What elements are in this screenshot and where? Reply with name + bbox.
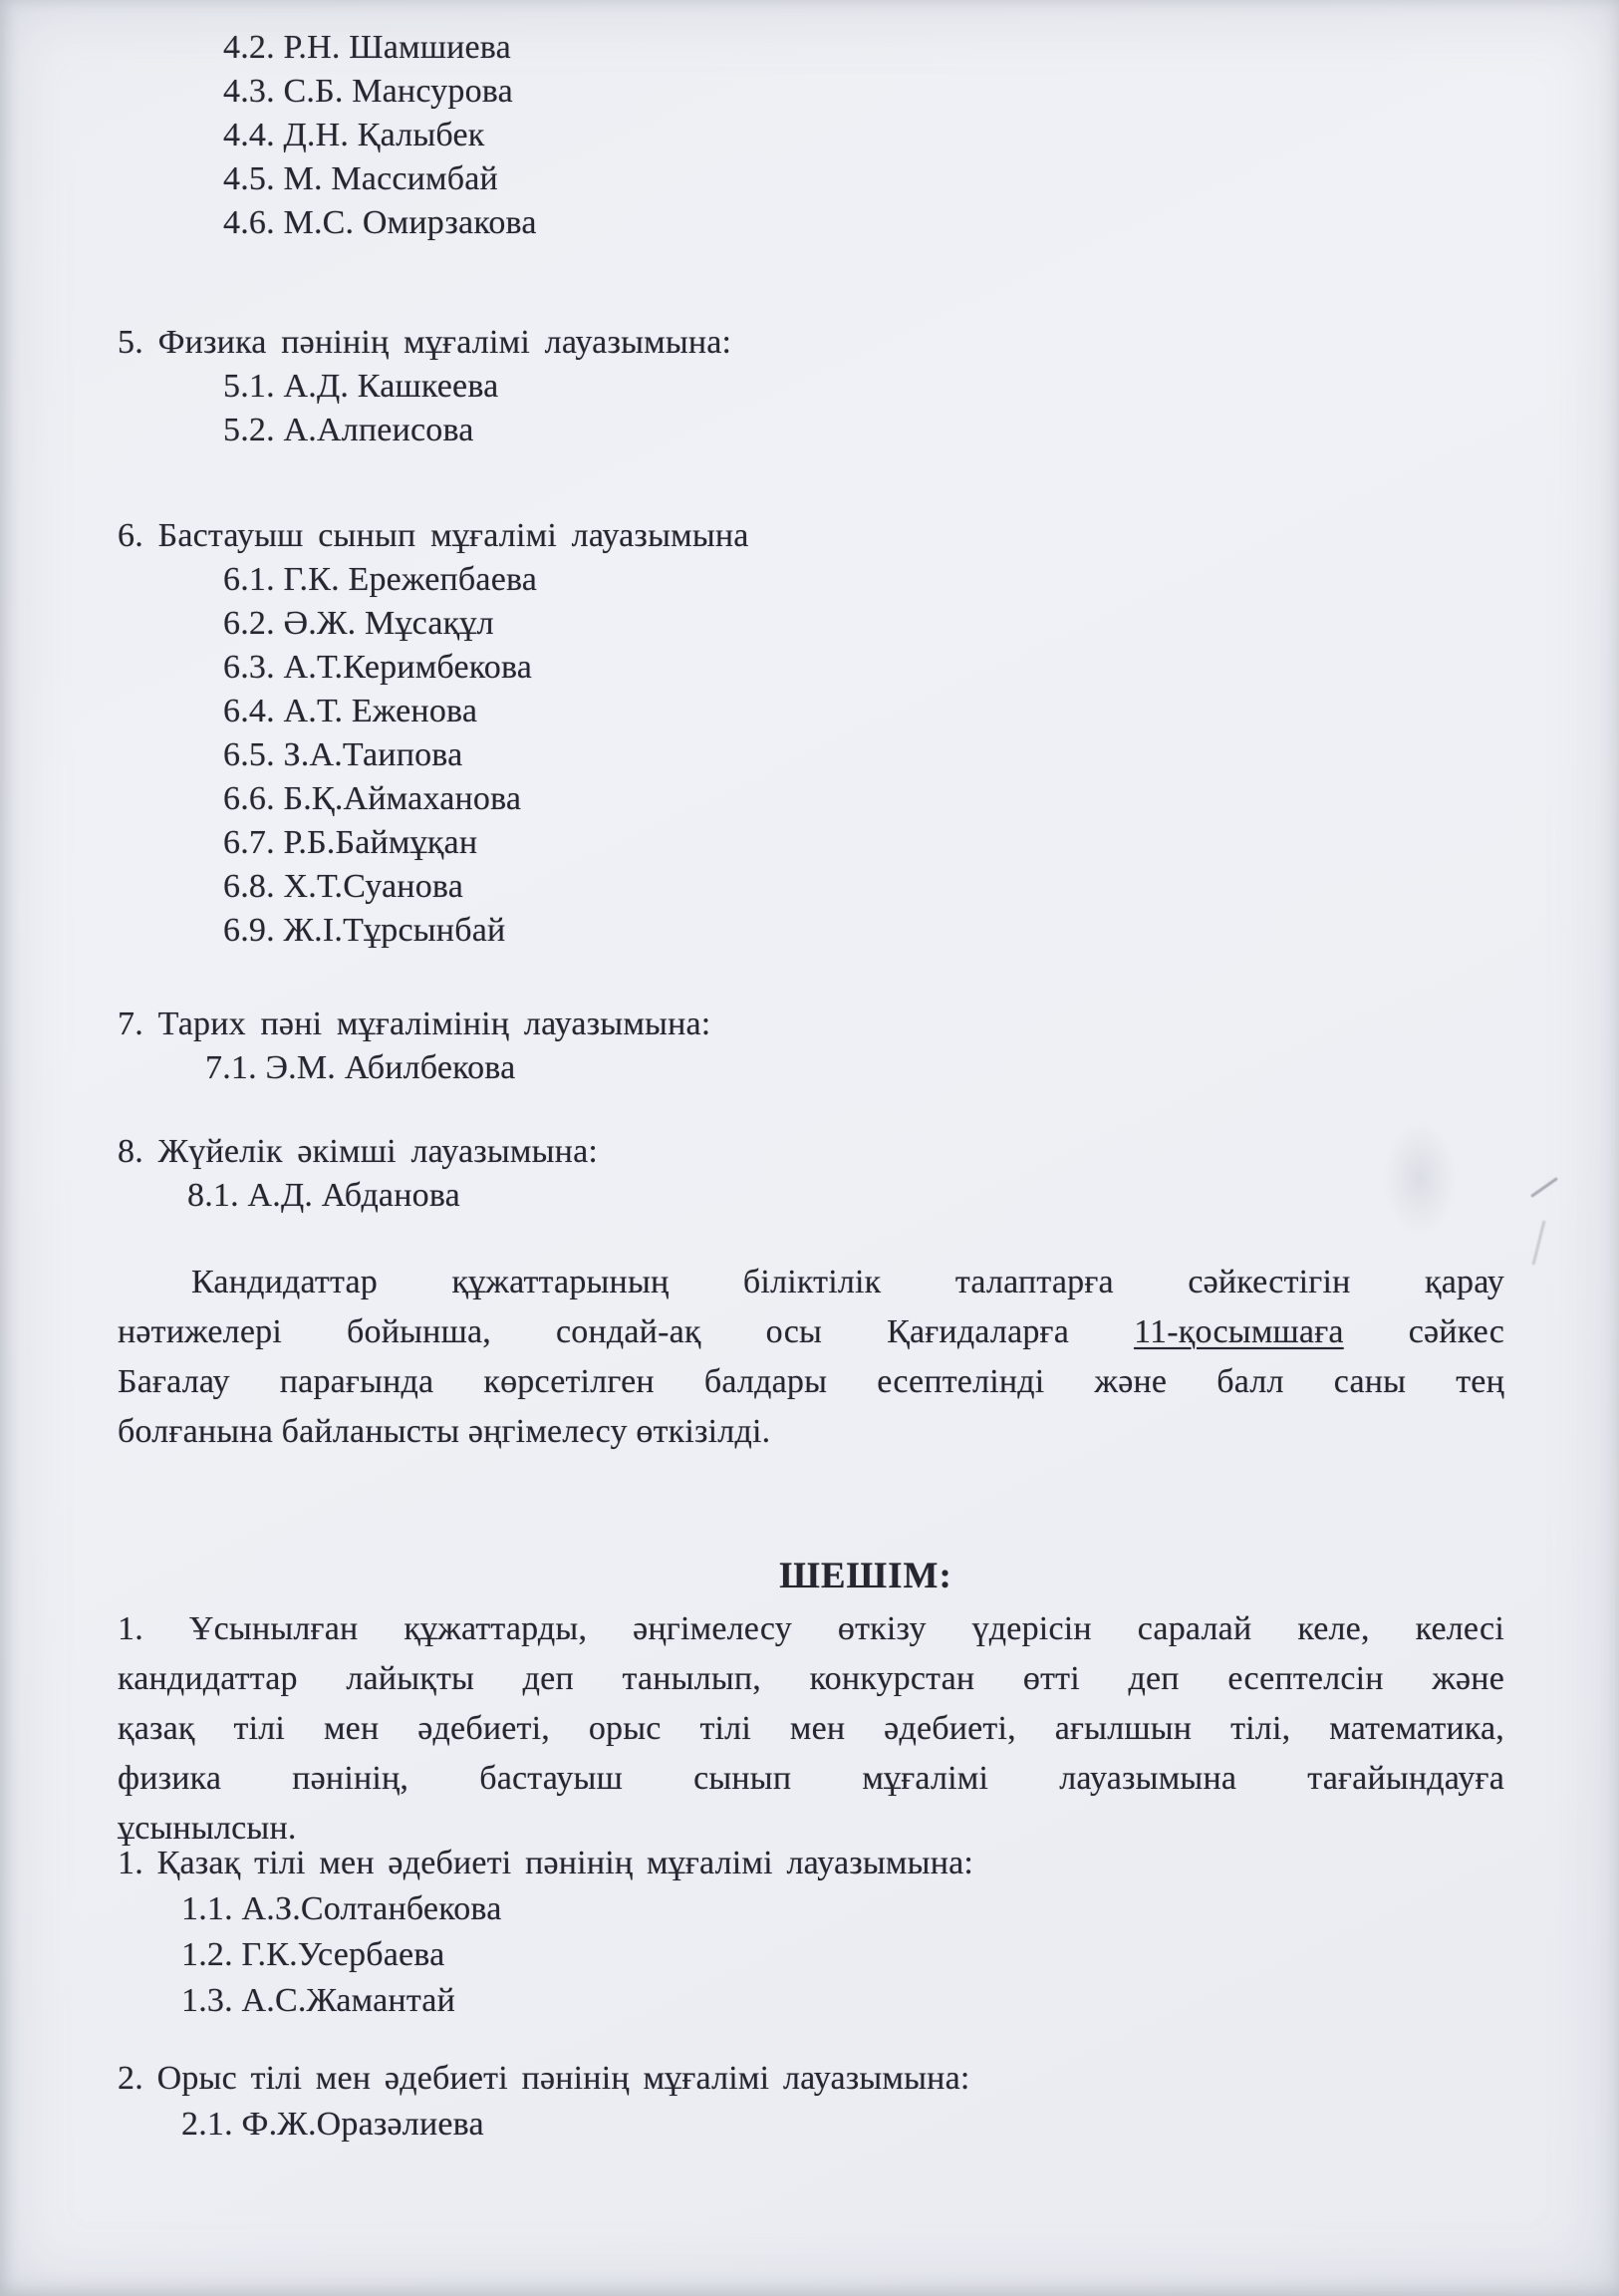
item-number: 4.3. [223, 73, 275, 110]
scan-smudge [1383, 1120, 1457, 1236]
section-5-physics [118, 321, 1504, 452]
list-item [118, 2102, 1504, 2148]
list-item [118, 365, 1504, 409]
section-7-history [118, 1003, 1504, 1090]
section-8-sysadmin [118, 1130, 1504, 1218]
item-number: 6.2. [223, 605, 275, 642]
decision-section-1-kazakh [118, 1840, 1504, 2024]
item-number: 8.1. [187, 1177, 239, 1214]
list-item [118, 70, 1504, 114]
item-name: Д.Н. Қалыбек [274, 117, 485, 153]
item-name: Э.М. Абилбекова [256, 1049, 516, 1086]
list-item [118, 733, 1504, 777]
list-item [118, 26, 1504, 70]
item-name: Ә.Ж. Мұсақұл [274, 605, 494, 642]
item-number: 6.3. [223, 649, 275, 686]
item-name: Ж.І.Тұрсынбай [274, 912, 506, 949]
decision-section-2-russian [118, 2055, 1504, 2148]
list-item [118, 1174, 1504, 1218]
item-number: 4.6. [223, 204, 275, 241]
text-run: қазақ тілі мен әдебиеті, орыс тілі мен әдебиеті, ағылшын тілі, математика, [118, 1710, 1504, 1747]
list-item [118, 602, 1504, 646]
qualification-paragraph [118, 1258, 1504, 1457]
item-name: А.Д. Абданова [238, 1177, 460, 1214]
paragraph-line [118, 1357, 1504, 1407]
item-name: А.С.Жамантай [232, 1982, 455, 2019]
underlined-text: 11-қосымшаға [1134, 1313, 1344, 1350]
text-run: болғанына байланысты әңгімелесу өткізілді. [118, 1413, 771, 1450]
item-number: 1.1. [181, 1890, 233, 1927]
text-run: сәйкес [1343, 1313, 1504, 1350]
item-number: 6.9. [223, 912, 275, 949]
item-name: Г.К.Усербаева [232, 1936, 445, 1973]
list-item [118, 865, 1504, 909]
section-header: 6. Бастауыш сынып мұғалімі лауазымына [118, 517, 749, 554]
text-run: нәтижелері бойынша, сондай-ақ осы Қағидаларға [118, 1313, 1135, 1350]
paragraph-line [118, 1307, 1504, 1357]
list-item [118, 821, 1504, 865]
text-run: кандидаттар лайықты деп танылып, конкурстан өтті деп есептелсін және [118, 1660, 1504, 1697]
item-number: 4.4. [223, 117, 275, 153]
text-run: 1. Ұсынылған құжаттарды, әңгімелесу өткізу үдерісін саралай келе, келесі [118, 1610, 1504, 1647]
item-name: Г.К. Ережепбаева [274, 561, 538, 598]
item-number: 5.2. [223, 412, 275, 448]
paragraph-line [118, 1754, 1504, 1804]
item-name: Х.Т.Суанова [274, 868, 463, 905]
item-name: С.Б. Мансурова [274, 73, 513, 110]
item-name: А.З.Солтанбекова [232, 1890, 502, 1927]
section-header: 7. Тарих пәні мұғалімінің лауазымына: [118, 1005, 711, 1042]
item-number: 6.1. [223, 561, 275, 598]
section-header: 2. Орыс тілі мен әдебиеті пәнінің мұғалімі лауазымына: [118, 2060, 970, 2097]
list-item [118, 114, 1504, 157]
text-run: ұсынылсын. [118, 1810, 297, 1847]
item-name: Б.Қ.Аймаханова [274, 780, 522, 817]
list-item [118, 690, 1504, 733]
item-name: А.Алпеисова [274, 412, 474, 448]
list-item [118, 1978, 1504, 2024]
item-number: 6.7. [223, 824, 275, 861]
item-number: 6.6. [223, 780, 275, 817]
item-number: 1.2. [181, 1936, 233, 1973]
decision-heading: ШЕШІМ: [779, 1556, 952, 1596]
list-item [118, 201, 1504, 245]
decision-paragraph [118, 1604, 1504, 1854]
list-item [118, 558, 1504, 602]
list-item [118, 909, 1504, 953]
text-run: физика пәнінің, бастауыш сынып мұғалімі лауазымына тағайындауға [118, 1760, 1504, 1797]
paragraph-line [118, 1654, 1504, 1704]
item-name: З.А.Таипова [274, 736, 463, 773]
text-run: Кандидаттар құжаттарының біліктілік талаптарға сәйкестігін қарау [191, 1264, 1504, 1300]
section-header: 1. Қазақ тілі мен әдебиеті пәнінің мұғалімі лауазымына: [118, 1845, 974, 1881]
item-name: А.Т.Керимбекова [274, 649, 533, 686]
pencil-mark [1530, 1177, 1558, 1198]
list-item [118, 1932, 1504, 1978]
list-item [118, 1046, 1504, 1090]
item-number: 4.2. [223, 29, 275, 66]
paragraph-line [118, 1258, 1504, 1307]
item-number: 5.1. [223, 368, 275, 405]
list-item [118, 157, 1504, 201]
item-name: Ф.Ж.Оразәлиева [232, 2106, 484, 2143]
section-6-primary [118, 514, 1504, 953]
paragraph-line [118, 1704, 1504, 1754]
item-name: М.С. Омирзакова [274, 204, 537, 241]
list-item [118, 646, 1504, 690]
section-header: 8. Жүйелік әкімші лауазымына: [118, 1133, 599, 1170]
item-number: 2.1. [181, 2106, 233, 2143]
item-number: 6.8. [223, 868, 275, 905]
section-header: 5. Физика пәнінің мұғалімі лауазымына: [118, 324, 732, 361]
item-number: 4.5. [223, 160, 275, 197]
list-item [118, 777, 1504, 821]
item-name: Р.Б.Баймұқан [274, 824, 478, 861]
text-run: Бағалау парағында көрсетілген балдары есептелінді және балл саны тең [118, 1363, 1504, 1400]
item-number: 6.4. [223, 693, 275, 729]
section-4-candidates [118, 26, 1504, 245]
paragraph-line [118, 1407, 1504, 1457]
pencil-mark [1531, 1220, 1545, 1265]
item-name: Р.Н. Шамшиева [274, 29, 511, 66]
item-number: 7.1. [205, 1049, 257, 1086]
item-number: 1.3. [181, 1982, 233, 2019]
list-item [118, 409, 1504, 452]
item-number: 6.5. [223, 736, 275, 773]
paragraph-line [118, 1604, 1504, 1654]
item-name: А.Т. Еженова [274, 693, 478, 729]
item-name: А.Д. Кашкеева [274, 368, 499, 405]
list-item [118, 1886, 1504, 1932]
item-name: М. Массимбай [274, 160, 498, 197]
